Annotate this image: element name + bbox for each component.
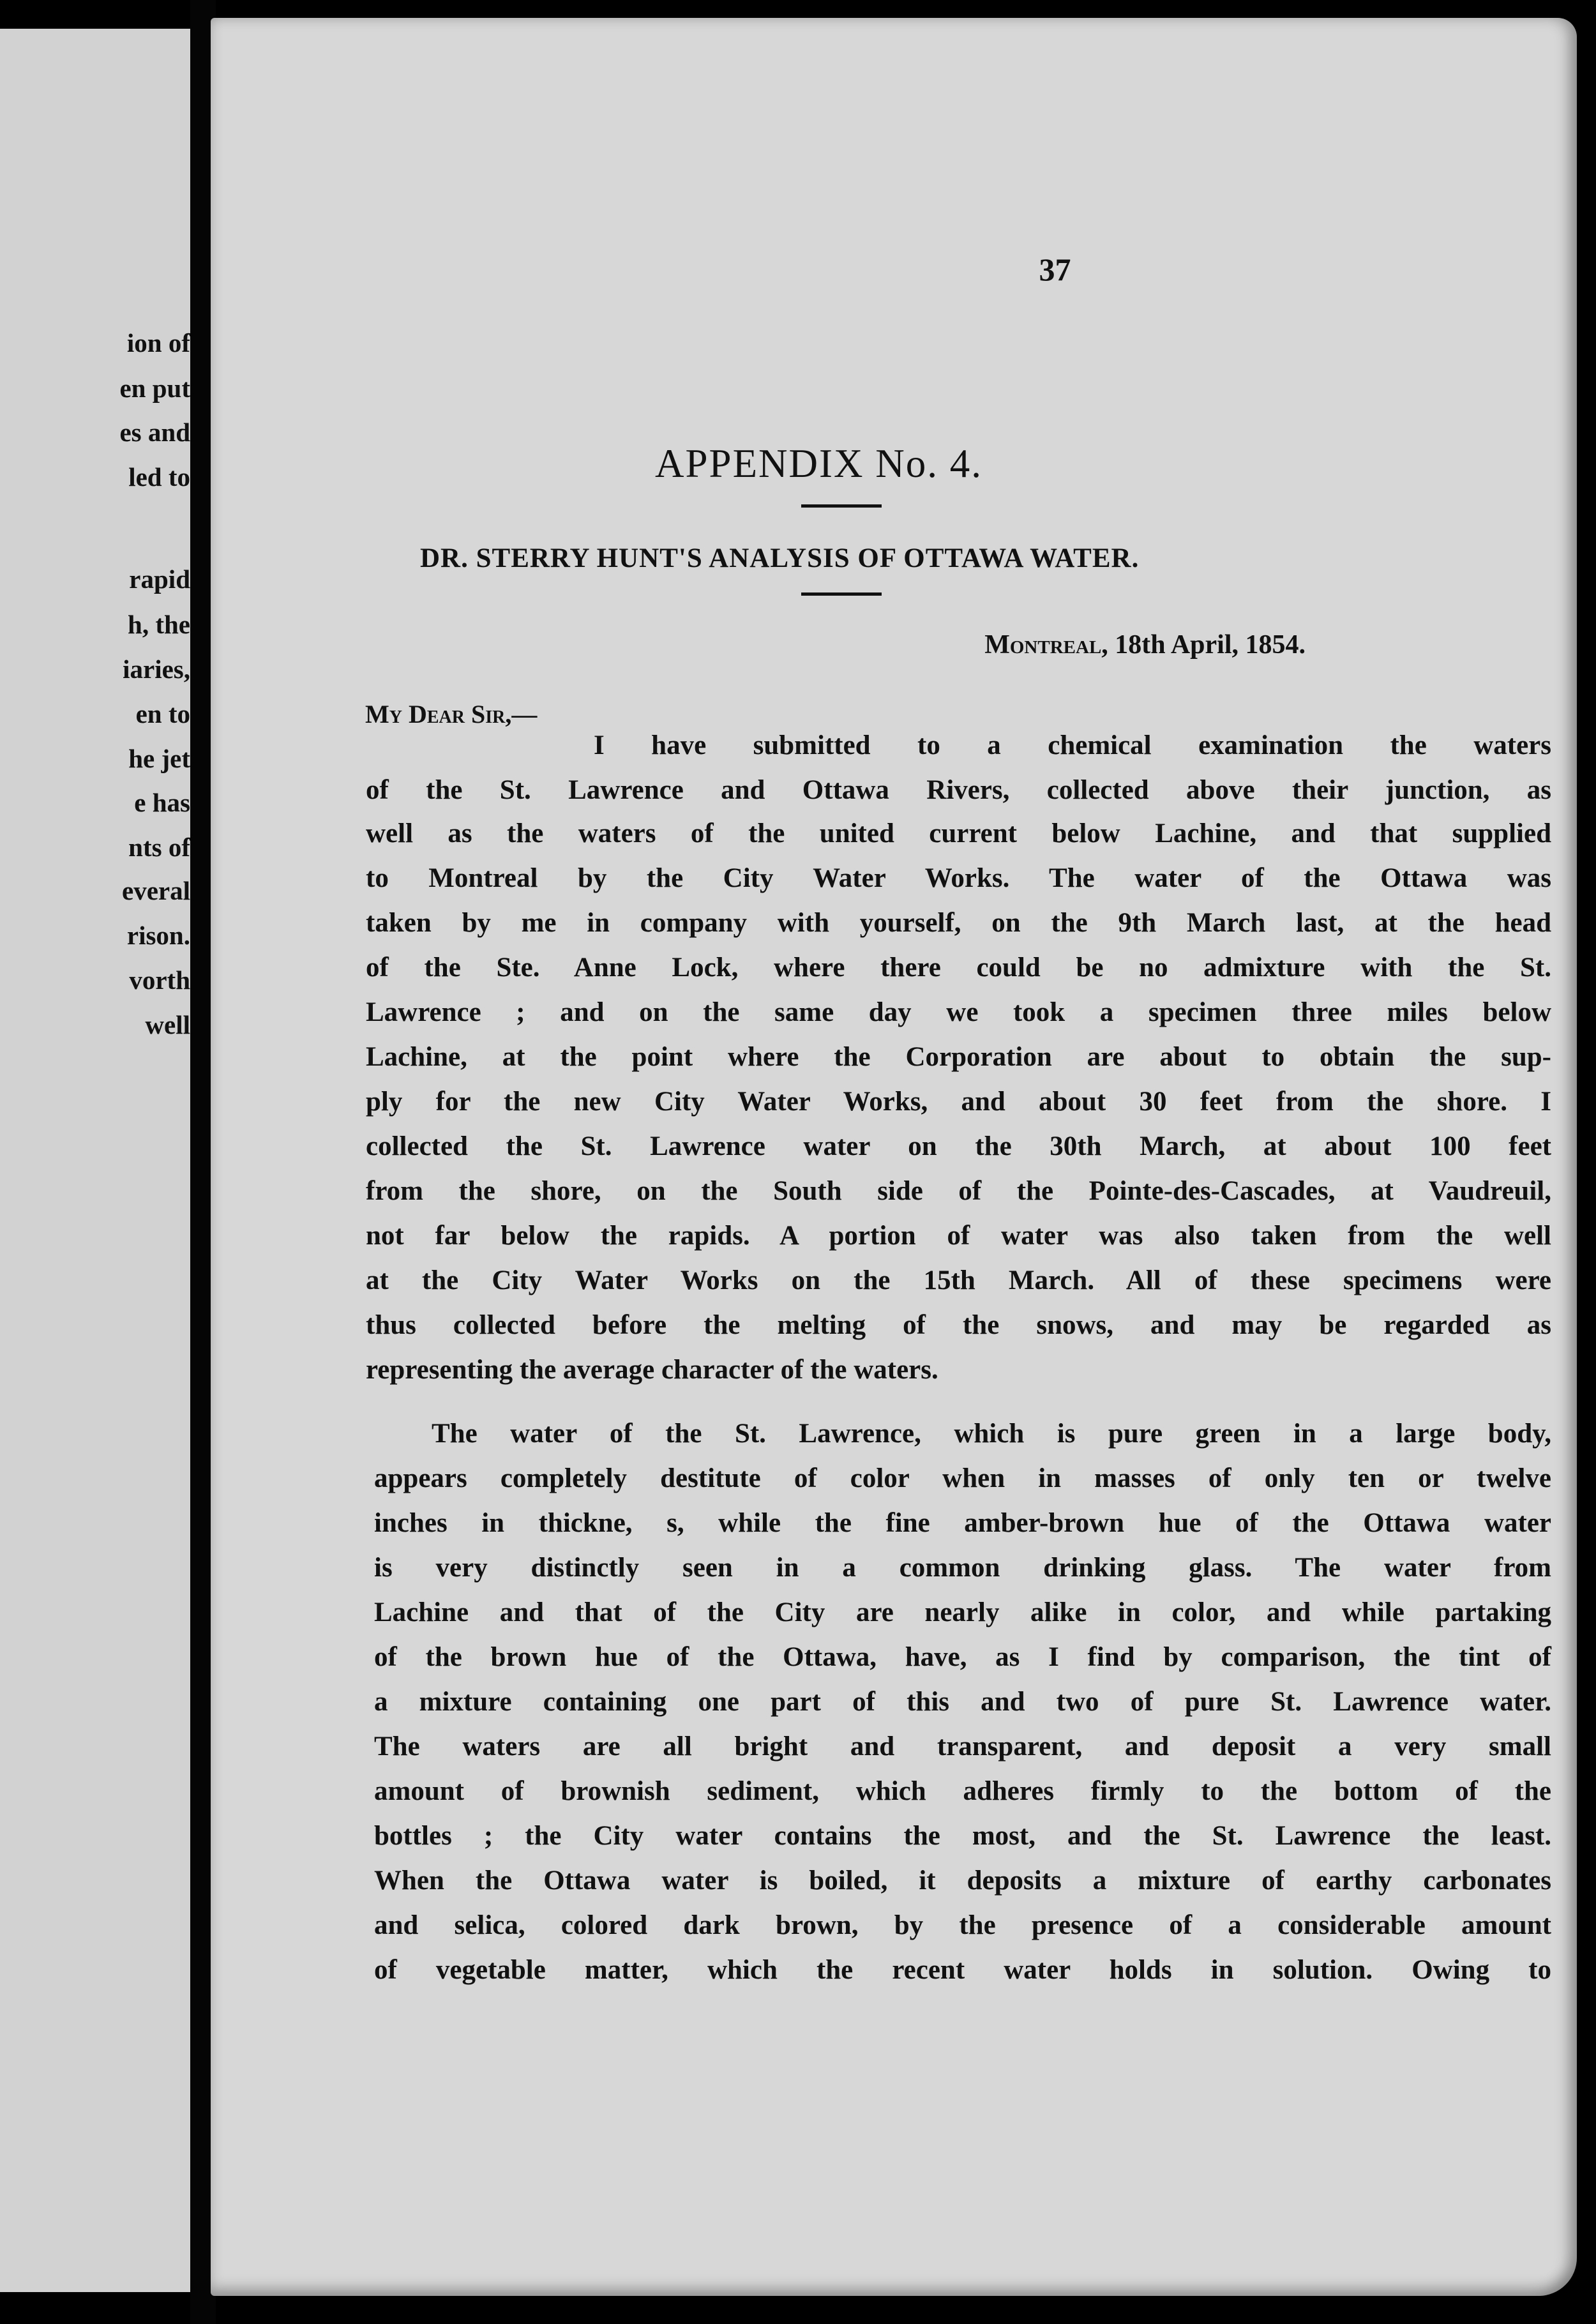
body-line: at the City Water Works on the 15th March. All of these specimens were	[366, 1265, 1551, 1295]
body-line: amount of brownish sediment, which adheres firmly to the bottom of the	[374, 1776, 1551, 1806]
appendix-title: APPENDIX No. 4.	[655, 441, 983, 486]
body-line: ply for the new City Water Works, and about 30 feet from the shore. I	[366, 1087, 1551, 1117]
facing-page-line: well	[145, 1010, 190, 1039]
body-line: appears completely destitute of color when in masses of only ten or twelve	[374, 1463, 1551, 1493]
facing-page-line: everal	[122, 876, 190, 905]
body-line: representing the average character of the waters.	[366, 1355, 938, 1385]
facing-page-line: vorth	[129, 965, 190, 995]
body-line: of the St. Lawrence and Ottawa Rivers, collected above their junction, as	[366, 775, 1551, 805]
dateline-date: 18th April, 1854.	[1108, 630, 1306, 660]
facing-page-line: e has	[134, 788, 190, 817]
analysis-title: DR. STERRY HUNT'S ANALYSIS OF OTTAWA WATER.	[420, 543, 1140, 573]
body-line: is very distinctly seen in a common drinking glass. The water from	[374, 1553, 1551, 1583]
body-line: of the Ste. Anne Lock, where there could be no admixture with the St.	[366, 953, 1551, 983]
body-line: well as the waters of the united current below Lachine, and that supplied	[366, 819, 1551, 849]
body-line: bottles ; the City water contains the most, and the St. Lawrence the least.	[374, 1821, 1551, 1851]
facing-page-line: rison.	[126, 921, 190, 950]
body-line: from the shore, on the South side of the Pointe-des-Cascades, at Vaudreuil,	[366, 1176, 1551, 1206]
body-line: a mixture containing one part of this and two of pure St. Lawrence water.	[374, 1687, 1551, 1717]
body-line: The waters are all bright and transparent, and deposit a very small	[374, 1732, 1551, 1762]
body-line: taken by me in company with yourself, on the 9th March last, at the head	[366, 908, 1551, 938]
body-line: to Montreal by the City Water Works. The water of the Ottawa was	[366, 863, 1551, 893]
title-rule	[801, 592, 882, 596]
facing-page-line: es and	[119, 418, 190, 447]
facing-page-line: h, the	[128, 610, 190, 639]
body-line: thus collected before the melting of the snows, and may be regarded as	[366, 1310, 1551, 1340]
body-line: of the brown hue of the Ottawa, have, as I find by comparison, the tint of	[374, 1642, 1551, 1672]
dateline-place: Montreal,	[984, 630, 1108, 660]
body-line: Lawrence ; and on the same day we took a specimen three miles below	[366, 997, 1551, 1027]
body-line: not far below the rapids. A portion of water was also taken from the well	[366, 1221, 1551, 1251]
facing-page-line: rapid	[129, 564, 190, 594]
body-line: of vegetable matter, which the recent water holds in solution. Owing to	[374, 1955, 1551, 1985]
body-line: Lachine, at the point where the Corporation are about to obtain the sup-	[366, 1042, 1551, 1072]
document-page	[211, 18, 1577, 2296]
body-line: The water of the St. Lawrence, which is pure green in a large body,	[432, 1419, 1551, 1449]
facing-page-line: led to	[128, 462, 190, 492]
body-line: When the Ottawa water is boiled, it deposits a mixture of earthy carbonates	[374, 1866, 1551, 1896]
salutation: My Dear Sir,—	[365, 700, 538, 728]
facing-page-line: en put	[119, 374, 190, 403]
dateline	[984, 630, 1306, 660]
facing-page-line: en to	[135, 699, 190, 728]
body-line: I have submitted to a chemical examination the waters	[594, 730, 1551, 760]
body-line: inches in thickne, s, while the fine amber-brown hue of the Ottawa water	[374, 1508, 1551, 1538]
body-line: Lachine and that of the City are nearly alike in color, and while partaking	[374, 1597, 1551, 1627]
facing-page-line: iaries,	[123, 654, 190, 684]
facing-page-line: he jet	[128, 744, 190, 773]
body-line: and selica, colored dark brown, by the presence of a considerable amount	[374, 1910, 1551, 1940]
facing-page-line: nts of	[128, 833, 190, 862]
title-rule	[801, 504, 882, 508]
facing-page-line: ion of	[126, 328, 190, 358]
facing-page	[0, 29, 190, 2292]
page-number: 37	[1039, 252, 1071, 287]
body-line: collected the St. Lawrence water on the 30th March, at about 100 feet	[366, 1131, 1551, 1161]
